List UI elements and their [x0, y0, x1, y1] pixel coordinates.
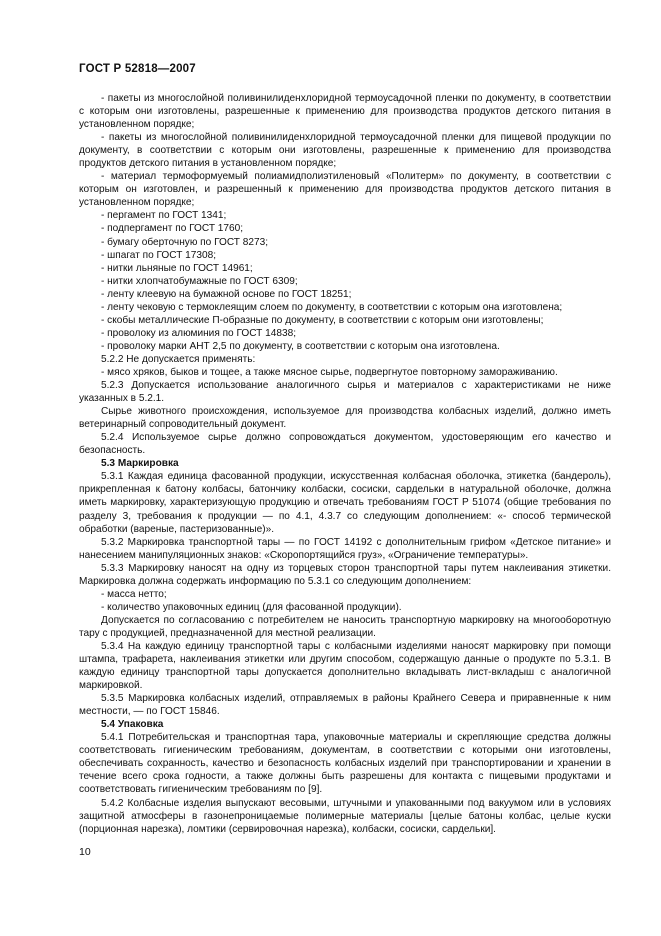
paragraph: - масса нетто;	[101, 588, 167, 600]
paragraph: 5.3.5 Маркировка колбасных изделий, отправляемых в районы Крайнего Севера и приравненные к ним местности, — по ГОСТ 15846.	[79, 693, 611, 718]
paragraph: 5.3.4 На каждую единицу транспортной тары с колбасными изделиями наносят маркировку при помощи штампа, трафарета, наклеивания этикетки или другим способом, содержащую данные о продукте по 5.3.1. В каждую единицу транспортной тары допускается дополнительно вкладывать лист-вкладыш с аналогичной маркировкой.	[79, 640, 611, 692]
paragraph: 5.4.2 Колбасные изделия выпускают весовыми, штучными и упакованными под вакуумом или в условиях защитной атмосферы в газонепроницаемые полимерные материалы [целые батоны колбас, целые куски (порционная нарезка), ломтики (сервировочная нарезка), колбаски, сосиски, сардельки].	[79, 797, 611, 835]
document-header: ГОСТ Р 52818—2007	[79, 63, 196, 75]
paragraph: - количество упаковочных единиц (для фасованной продукции).	[101, 601, 402, 613]
paragraph: 5.3.1 Каждая единица фасованной продукции, искусственная колбасная оболочка, этикетка (бандероль), прикрепленная к батону колбасы, батончику колбаски, сосиски, сардельки в натуральной оболочке, должна иметь маркировку, характеризующую продукцию и отвечать требованиям ГОСТ Р 51074 (общие требования по разделу 3, требования к продукции — по 4.1, 4.3.7 со следующим дополнением: «- способ термической обработки (вареные, пастеризованные)».	[79, 471, 611, 535]
paragraph: 5.4.1 Потребительская и транспортная тара, упаковочные материалы и скрепляющие средства должны соответствовать гигиеническим требованиям, документам, в соответствии с которыми они изготовлены, обеспечивать сохранность, качество и безопасность колбасных изделий при транспортировании и хранении в течение всего срока годности, а также должны быть разрешены для контакта с пищевыми продуктами и соответствовать гигиеническим требованиям по [9].	[79, 732, 611, 796]
paragraph: - проволоку из алюминия по ГОСТ 14838;	[101, 327, 297, 339]
paragraph: - подпергамент по ГОСТ 1760;	[101, 223, 244, 235]
paragraph: 5.3.2 Маркировка транспортной тары — по ГОСТ 14192 с дополнительным грифом «Детское питание» и нанесением манипуляционных знаков: «Скоропортящийся груз», «Ограничение температуры».	[79, 536, 611, 561]
paragraph: Сырье животного происхождения, используемое для производства колбасных изделий, должно иметь ветеринарный сопроводительный документ.	[79, 406, 611, 431]
paragraph: 5.2.3 Допускается использование аналогичного сырья и материалов с характеристиками не ниже указанных в 5.2.1.	[79, 380, 611, 405]
paragraph: - нитки льняные по ГОСТ 14961;	[101, 262, 253, 274]
paragraph: 5.3.3 Маркировку наносят на одну из торцевых сторон транспортной тары путем наклеивания этикетки. Маркировка должна содержать информацию по 5.3.1 со следующим дополнением:	[79, 562, 611, 587]
section-heading: 5.3 Маркировка	[101, 458, 179, 470]
paragraph: 5.2.4 Используемое сырье должно сопровождаться документом, удостоверяющим его качество и безопасность.	[79, 432, 611, 457]
document-body	[79, 92, 611, 836]
section-heading: 5.4 Упаковка	[101, 719, 164, 731]
paragraph: 5.2.2 Не допускается применять:	[101, 353, 256, 365]
paragraph: - шпагат по ГОСТ 17308;	[101, 249, 217, 261]
paragraph: - ленту клеевую на бумажной основе по ГОСТ 18251;	[101, 288, 352, 300]
paragraph: - нитки хлопчатобумажные по ГОСТ 6309;	[101, 275, 298, 287]
paragraph: - бумагу оберточную по ГОСТ 8273;	[101, 236, 269, 248]
page-number: 10	[79, 846, 91, 858]
paragraph: - пергамент по ГОСТ 1341;	[101, 210, 227, 222]
paragraph: - скобы металлические П-образные по документу, в соответствии с которым они изготовлены;	[101, 314, 544, 326]
paragraph: - ленту чековую с термоклеящим слоем по документу, в соответствии с которым она изготовлена;	[101, 301, 563, 313]
paragraph: - проволоку марки АНТ 2,5 по документу, в соответствии с которым она изготовлена.	[101, 340, 500, 352]
paragraph: Допускается по согласованию с потребителем не наносить транспортную маркировку на многооборотную тару с продукцией, предназначенной для местной реализации.	[79, 614, 611, 639]
paragraph: - пакеты из многослойной поливинилиденхлоридной термоусадочной пленки для пищевой продукции по документу, в соответствии с которым они изготовлены, разрешенные к применению для производства продуктов детского питания в установленном порядке;	[79, 132, 611, 170]
paragraph: - материал термоформуемый полиамидполиэтиленовый «Политерм» по документу, в соответствии с которым он изготовлен, и разрешенный к применению для производства продуктов детского питания в установленном порядке;	[79, 171, 611, 209]
paragraph: - мясо хряков, быков и тощее, а также мясное сырье, подвергнутое повторному замораживанию.	[101, 366, 558, 378]
paragraph: - пакеты из многослойной поливинилиденхлоридной термоусадочной пленки по документу, в соответствии с которым они изготовлены, разрешенные к применению для производства продуктов детского питания в установленном порядке;	[79, 93, 611, 131]
